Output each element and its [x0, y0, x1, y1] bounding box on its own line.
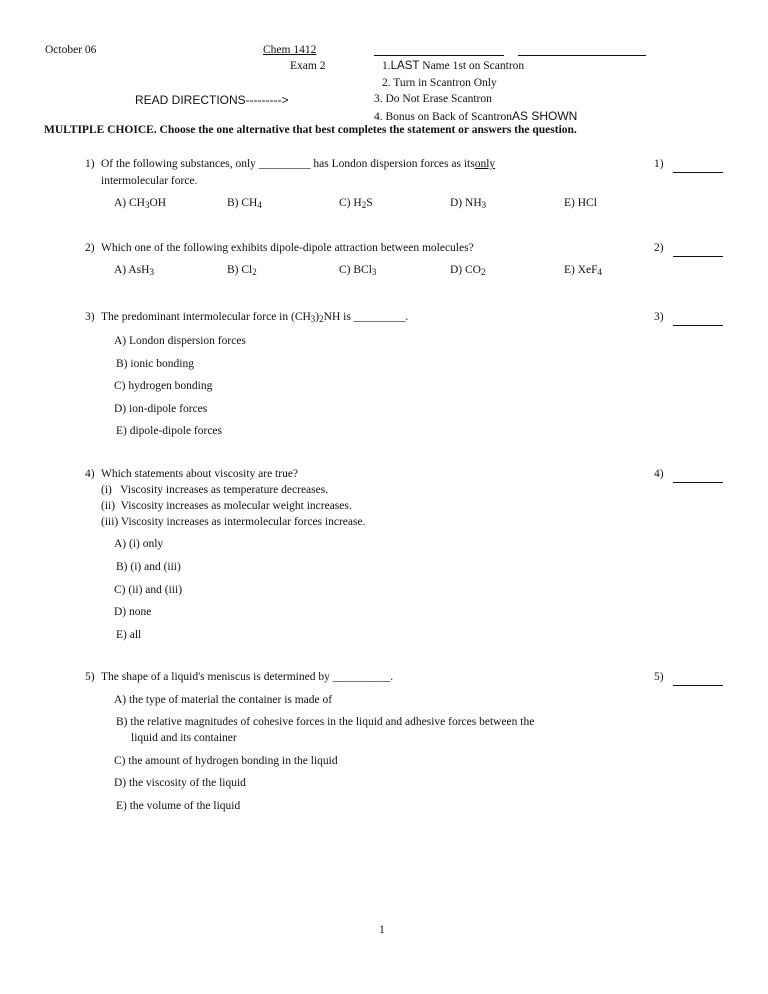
q3-text — [101, 311, 408, 323]
q5-choice-d[interactable]: D) the viscosity of the liquid — [114, 777, 246, 789]
q3-text-sub2: 2 — [319, 314, 324, 324]
read-directions: READ DIRECTIONS---------> — [135, 93, 289, 107]
instruction-1-number: 1. — [382, 60, 391, 72]
page-number: 1 — [379, 924, 385, 936]
q2-choice-b-sub: 2 — [252, 267, 257, 277]
q1-choice-b-sub: 4 — [257, 200, 262, 210]
q3-text-c: NH is _________. — [323, 311, 409, 323]
q2-answer-line[interactable] — [673, 256, 723, 257]
q1-choice-a[interactable] — [114, 197, 166, 209]
instruction-4-text: 4. Bonus on Back of Scantron — [374, 111, 512, 123]
q1-choice-d-text: D) NH — [450, 197, 482, 209]
q5-choice-b-cont[interactable]: liquid and its container — [131, 732, 237, 744]
q4-answer-line[interactable] — [673, 482, 723, 483]
exam-title: Exam 2 — [290, 60, 326, 72]
name-line-first[interactable] — [374, 55, 504, 56]
instruction-1-last: LAST — [390, 60, 420, 72]
q1-choice-a-text2: OH — [149, 197, 167, 209]
q1-choice-b-text: B) CH — [227, 197, 258, 209]
q5-answer-label: 5) — [654, 671, 664, 683]
date: October 06 — [45, 44, 97, 56]
q3-choice-e[interactable]: E) dipole-dipole forces — [116, 425, 223, 437]
q5-choice-c[interactable]: C) the amount of hydrogen bonding in the liquid — [114, 755, 338, 767]
q5-choice-e[interactable]: E) the volume of the liquid — [116, 800, 241, 812]
q1-answer-line[interactable] — [673, 172, 723, 173]
q3-choice-c[interactable]: C) hydrogen bonding — [114, 380, 213, 392]
q2-number: 2) — [85, 242, 95, 254]
q2-choice-e-sub: 4 — [597, 267, 603, 277]
instruction-3: 3. Do Not Erase Scantron — [374, 93, 492, 105]
q4-statement-2: (ii) Viscosity increases as molecular weight increases. — [101, 500, 352, 512]
q2-choice-b[interactable] — [227, 264, 257, 276]
q4-statement-1: (i) Viscosity increases as temperature decreases. — [101, 484, 329, 496]
q2-choice-b-text: B) Cl — [227, 264, 253, 276]
q1-choice-c-text2: S — [366, 197, 373, 209]
q2-choice-d-text: D) CO — [450, 264, 481, 276]
q1-text — [101, 158, 495, 170]
q4-choice-c[interactable]: C) (ii) and (iii) — [114, 584, 183, 596]
q5-answer-line[interactable] — [673, 685, 723, 686]
q1-choice-c-sub: 2 — [361, 200, 367, 210]
q2-choice-e-text: E) XeF — [564, 264, 598, 276]
q2-choice-d[interactable] — [450, 264, 486, 276]
q1-choice-a-text: A) CH — [114, 197, 145, 209]
q2-choice-c-sub: 3 — [371, 267, 377, 277]
q1-text-only: only — [474, 158, 496, 170]
q2-choice-a-sub: 3 — [149, 267, 154, 277]
q4-statement-3: (iii) Viscosity increases as intermolecular forces increase. — [101, 516, 366, 528]
q3-text-b: ) — [315, 311, 320, 323]
q3-text-sub1: 3 — [310, 314, 316, 324]
q2-choice-d-sub: 2 — [481, 267, 486, 277]
instruction-2: 2. Turn in Scantron Only — [382, 77, 497, 89]
section-title: MULTIPLE CHOICE. Choose the one alternative that best completes the statement or answers the question. — [44, 124, 577, 136]
q4-choice-b[interactable]: B) (i) and (iii) — [116, 561, 181, 573]
q4-number: 4) — [85, 468, 95, 480]
q1-choice-e-text: E) HCl — [564, 197, 597, 209]
q1-choice-a-sub: 3 — [145, 200, 150, 210]
q5-choice-b[interactable]: B) the relative magnitudes of cohesive forces in the liquid and adhesive forces between the — [116, 716, 535, 728]
q3-number: 3) — [85, 311, 95, 323]
q1-choice-d[interactable] — [450, 197, 486, 209]
q2-choice-a[interactable] — [114, 264, 154, 276]
q5-choice-a[interactable]: A) the type of material the container is made of — [114, 694, 333, 706]
q4-text: Which statements about viscosity are true? — [101, 468, 299, 480]
q3-answer-line[interactable] — [673, 325, 723, 326]
q4-choice-d[interactable]: D) none — [114, 606, 152, 618]
q1-choice-c-text: C) H — [339, 197, 362, 209]
instruction-1 — [382, 60, 524, 72]
q3-text-a: The predominant intermolecular force in (CH — [101, 311, 311, 323]
q3-answer-label: 3) — [654, 311, 664, 323]
q2-choice-c[interactable] — [339, 264, 376, 276]
q1-choice-d-sub: 3 — [481, 200, 487, 210]
q5-text: The shape of a liquid's meniscus is determined by __________. — [101, 671, 394, 683]
q4-choice-e[interactable]: E) all — [116, 629, 142, 641]
q1-answer-label: 1) — [654, 158, 664, 170]
instruction-4-shown: AS SHOWN — [511, 109, 578, 123]
q2-choice-a-text: A) AsH — [114, 264, 150, 276]
q1-text-cont: intermolecular force. — [101, 175, 198, 187]
q2-text: Which one of the following exhibits dipole-dipole attraction between molecules? — [101, 242, 474, 254]
q1-choice-c[interactable] — [339, 197, 373, 209]
instruction-4 — [374, 109, 577, 123]
q4-choice-a[interactable]: A) (i) only — [114, 538, 164, 550]
q2-answer-label: 2) — [654, 242, 664, 254]
instruction-1-text: Name 1st on Scantron — [419, 60, 525, 72]
q2-choice-e[interactable] — [564, 264, 602, 276]
course-name: Chem 1412 — [263, 44, 317, 56]
q2-choice-c-text: C) BCl — [339, 264, 372, 276]
q3-choice-b[interactable]: B) ionic bonding — [116, 358, 194, 370]
q5-number: 5) — [85, 671, 95, 683]
q1-choice-e[interactable] — [564, 197, 597, 209]
q3-choice-a[interactable]: A) London dispersion forces — [114, 335, 246, 347]
q4-answer-label: 4) — [654, 468, 664, 480]
q1-number: 1) — [85, 158, 95, 170]
q1-text-main: Of the following substances, only _________ has London dispersion forces as its — [101, 158, 475, 170]
q3-choice-d[interactable]: D) ion-dipole forces — [114, 403, 208, 415]
q1-choice-b[interactable] — [227, 197, 262, 209]
name-line-last[interactable] — [518, 55, 646, 56]
